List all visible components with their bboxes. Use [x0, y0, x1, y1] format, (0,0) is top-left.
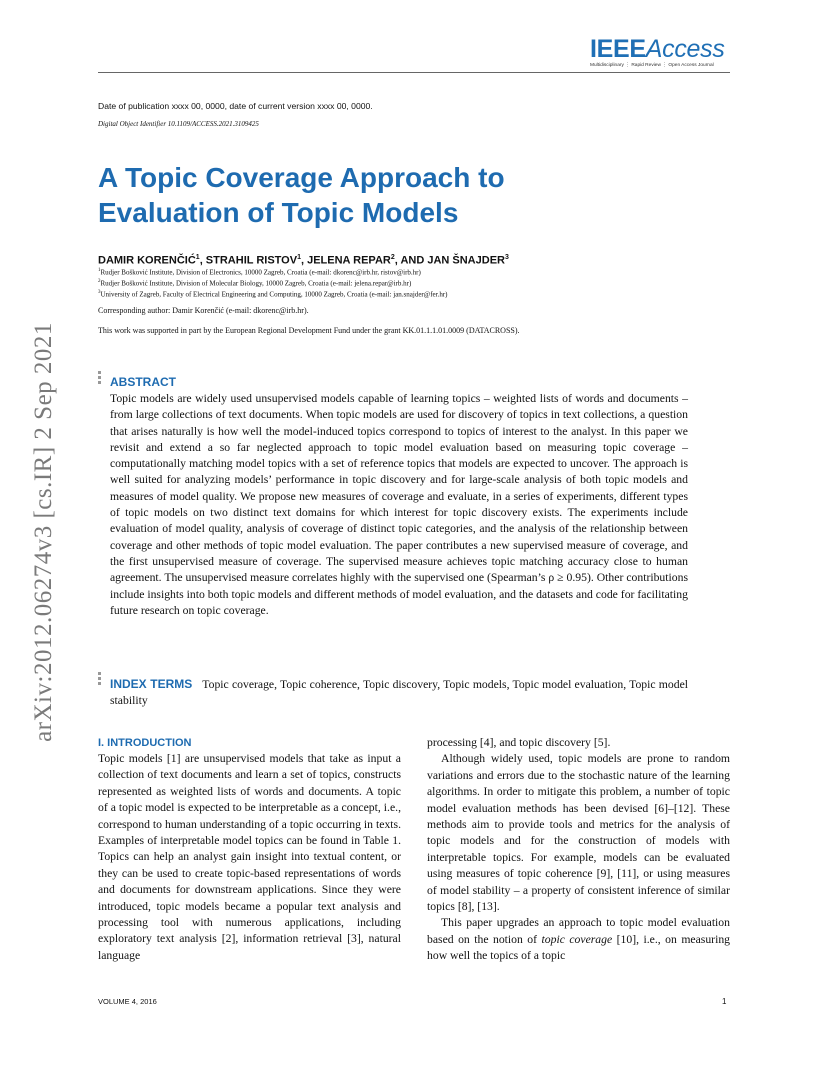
corresponding-author: Corresponding author: Damir Korenčić (e-mail: dkorenc@irb.hr).: [98, 306, 309, 315]
header-rule: [98, 72, 730, 73]
intro-paragraph-1-continued: processing [4], and topic discovery [5].: [427, 736, 611, 749]
author-list: DAMIR KORENČIĆ$^1$, STRAHIL RISTOV$^1$, JELENA REPAR$^2$, AND JAN ŠNAJDER$^3$: [98, 254, 509, 267]
intro-right-column: [427, 735, 730, 965]
index-terms-text: Topic coverage, Topic coherence, Topic discovery, Topic models, Topic model evaluation, Topic model stability: [110, 678, 689, 708]
title-line-2: Evaluation of Topic Models: [98, 197, 459, 228]
section-heading-introduction: I. INTRODUCTION: [98, 737, 192, 749]
abstract-marker-icon: [98, 371, 101, 386]
logo-tagline: Multidisciplinary ⋮ Rapid Review ⋮ Open Access Journal: [590, 63, 714, 68]
intro-paragraph-1: Topic models [1] are unsupervised models that take as input a collection of text documents and learn a set of topics, constructs represented as weighted lists of words and documents. A topic of a topic model is expected to be interpretable as a concept, i.e., correspond to human understanding of a topic occurring in texts. Examples of interpretable model topics can be found in Table 1. Topics can help an analyst gain insight into textual content, or they can be used to create topic-based representations of words and documents for downstream applications. Since they were introduced, topic models became a popular text analysis and processing tool with numerous applications, including exploratory text analysis [2], information retrieval [3], natural language: [98, 752, 401, 962]
index-terms-marker-icon: [98, 672, 101, 687]
intro-paragraph-2: Although widely used, topic models are prone to random variations and errors due to the stochastic nature of the learning algorithms. In order to mitigate this problem, a number of topic model evaluation methods has been devised [6]–[12]. These methods aim to provide tools and metrics for the analysis of topic models and for the construction of models with interpretable topics. For example, models can be evaluated using measures of topic coherence [9], [11], or using measures of model stability – a property of consistent inference of similar topics [8], [13].: [427, 752, 730, 914]
arxiv-identifier: arXiv:2012.06274v3 [cs.IR] 2 Sep 2021: [30, 322, 57, 742]
footer-volume: VOLUME 4, 2016: [98, 997, 157, 1006]
affiliation-3: $^3$University of Zagreb, Faculty of Electrical Engineering and Computing, 10000 Zagreb, Croatia (e-mail: jan.snajder@fer.hr): [98, 290, 448, 299]
index-terms: [110, 676, 688, 710]
intro-left-column: [98, 751, 401, 964]
abstract-heading: ABSTRACT: [110, 375, 176, 389]
paper-title: [98, 160, 738, 230]
publication-date: Date of publication xxxx 00, 0000, date of current version xxxx 00, 0000.: [98, 101, 373, 111]
journal-logo: [590, 36, 730, 68]
index-terms-label: INDEX TERMS: [110, 677, 193, 691]
affiliation-1: $^1$Rudjer Bošković Institute, Division of Electronics, 10000 Zagreb, Croatia (e-mail: dkorenc@irb.hr, ristov@irb.hr): [98, 268, 421, 277]
intro-paragraph-3: This paper upgrades an approach to topic model evaluation based on the notion of topic coverage [10], i.e., on measuring how well the topics of a topic: [427, 916, 731, 963]
page-number: 1: [722, 997, 727, 1006]
funding-note: This work was supported in part by the European Regional Development Fund under the grant KK.01.1.1.01.0009 (DATACROSS).: [98, 326, 520, 335]
logo-wordmark: IEEEAccess: [590, 35, 725, 63]
abstract-text: Topic models are widely used unsupervised models capable of learning topics – weighted lists of words and documents – from large collections of text documents. When topic models are used for discovery of topics in text collections, a question that arises naturally is how well the model-induced topics correspond to topics of interest to the analyst. In this paper we revisit and extend a so far neglected approach to topic model evaluation based on measuring topic coverage – computationally matching model topics with a set of reference topics that models are expected to uncover. The approach is well suited for analyzing models’ performance in topic discovery and for large-scale analysis of both topic models and measures of model quality. We propose new measures of coverage and evaluate, in a series of experiments, different types of topic models on two distinct text domains for which interest for topic discovery exists. The experiments include evaluation of model quality, analysis of coverage of distinct topic categories, and the analysis of the relationship between coverage and other methods of topic model evaluation. The paper contributes a new supervised measure of coverage, and the first unsupervised measure of coverage. The supervised measure achieves topic matching accuracy close to human agreement. The unsupervised measure correlates highly with the supervised one (Spearman’s ρ ≥ 0.95). Other contributions include insights into both topic models and different methods of model evaluation, and the datasets and code for facilitating future research on topic coverage.: [110, 392, 688, 617]
title-line-1: A Topic Coverage Approach to: [98, 162, 505, 193]
affiliation-2: $^2$Rudjer Bošković Institute, Division of Molecular Biology, 10000 Zagreb, Croatia (e-mail: jelena.repar@irb.hr): [98, 279, 412, 288]
doi: Digital Object Identifier 10.1109/ACCESS.2021.3109425: [98, 120, 259, 128]
